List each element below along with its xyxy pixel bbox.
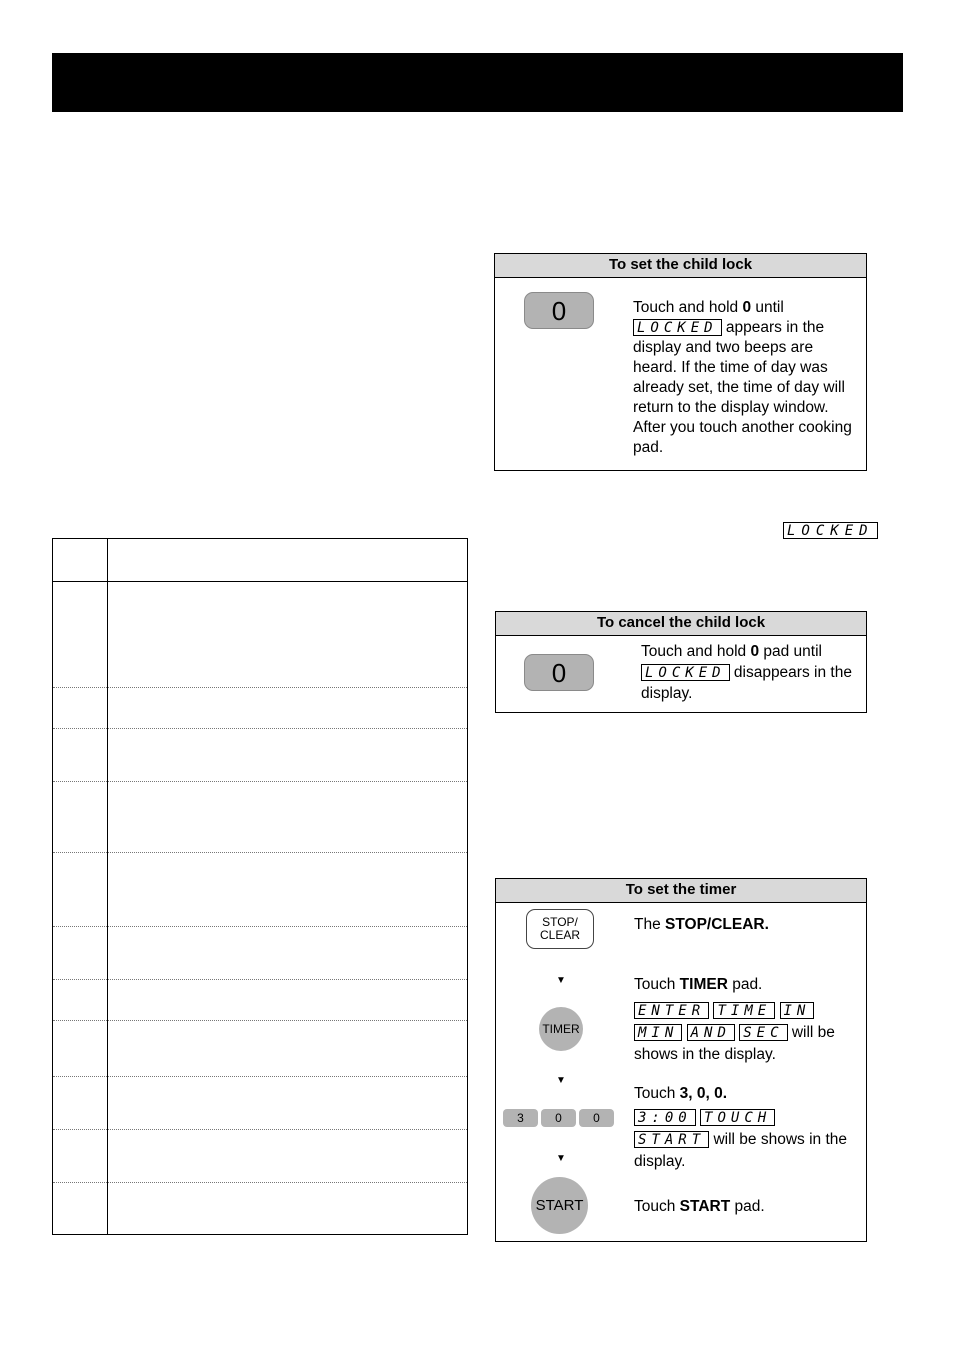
digit-3-button[interactable]: 3	[503, 1109, 538, 1127]
down-arrow-icon: ▼	[556, 1153, 566, 1164]
display-sec: SEC	[739, 1024, 787, 1041]
start-button[interactable]: START	[531, 1177, 588, 1234]
instruction-text: Touch	[634, 1198, 680, 1215]
instruction-text: The	[634, 916, 666, 933]
instruction-text: pad.	[727, 976, 763, 993]
instruction-bold: 0	[742, 299, 752, 316]
instruction-bold: TIMER	[679, 976, 728, 993]
timer-button[interactable]: TIMER	[539, 1007, 583, 1051]
cancel-child-lock-instructions	[641, 641, 863, 704]
set-timer-title: To set the timer	[496, 879, 866, 903]
down-arrow-icon: ▼	[556, 975, 566, 986]
table-row-divider	[53, 852, 467, 853]
zero-pad-button[interactable]: 0	[524, 292, 594, 329]
instruction-text: Touch	[634, 1085, 680, 1102]
instruction-bold: 0	[750, 643, 760, 660]
step3-text	[634, 1084, 727, 1104]
set-child-lock-title: To set the child lock	[495, 254, 866, 278]
instruction-text: Touch and hold	[641, 643, 751, 660]
locked-indicator	[783, 522, 878, 540]
digit-0-button[interactable]: 0	[579, 1109, 614, 1127]
header-bar	[52, 53, 903, 112]
cancel-child-lock-title: To cancel the child lock	[496, 612, 866, 636]
display-start: START	[634, 1131, 709, 1148]
step4-text	[634, 1197, 765, 1217]
instruction-text: disappears in the display.	[641, 664, 852, 702]
set-timer-box	[495, 878, 867, 1242]
down-arrow-icon: ▼	[556, 1075, 566, 1086]
instruction-text: Touch	[634, 976, 680, 993]
display-enter: ENTER	[634, 1002, 709, 1019]
instruction-bold: STOP/CLEAR.	[665, 916, 769, 933]
table-row-divider	[53, 1020, 467, 1021]
locked-display: LOCKED	[633, 319, 722, 336]
table-row-divider	[53, 979, 467, 980]
locked-indicator-display: LOCKED	[783, 522, 878, 539]
locked-display: LOCKED	[641, 664, 730, 681]
instruction-text: Touch and hold	[633, 299, 743, 316]
set-child-lock-instructions	[633, 298, 855, 458]
table-row-divider	[53, 687, 467, 688]
instruction-text: appears in the display and two beeps are heard. If the time of day was already set, the time of day will return to the display window. After you touch another cooking pad.	[633, 319, 852, 456]
features-table	[52, 538, 468, 1235]
stop-clear-button[interactable]	[526, 909, 594, 949]
instruction-bold: START	[679, 1198, 731, 1215]
display-time: TIME	[713, 1002, 775, 1019]
instruction-text: until	[751, 299, 784, 316]
zero-pad-button[interactable]: 0	[524, 654, 594, 691]
table-row-divider	[53, 728, 467, 729]
instruction-bold: 3, 0, 0.	[679, 1085, 728, 1102]
stop-clear-label: CLEAR	[539, 928, 580, 942]
table-header-divider	[53, 581, 467, 582]
display-touch: TOUCH	[700, 1109, 775, 1126]
instruction-text: pad.	[730, 1198, 765, 1215]
table-row-divider	[53, 1182, 467, 1183]
stop-clear-label: STOP/	[542, 915, 578, 929]
set-child-lock-box	[494, 253, 867, 471]
display-in: IN	[780, 1002, 815, 1019]
display-min: MIN	[634, 1024, 682, 1041]
table-row-divider	[53, 1076, 467, 1077]
digit-0-button[interactable]: 0	[541, 1109, 576, 1127]
instruction-text: pad until	[759, 643, 822, 660]
step2-text	[634, 975, 762, 995]
table-row-divider	[53, 781, 467, 782]
table-row-divider	[53, 1129, 467, 1130]
table-row-divider	[53, 926, 467, 927]
display-3-00: 3:00	[634, 1109, 696, 1126]
instruction-text: will be shows in the display.	[634, 1024, 835, 1063]
step1-text	[634, 915, 769, 935]
cancel-child-lock-box	[495, 611, 867, 713]
instruction-text: will be shows in the display.	[634, 1131, 847, 1170]
display-and: AND	[687, 1024, 735, 1041]
step3-display-text	[634, 1107, 866, 1173]
step2-display-text	[634, 1000, 862, 1066]
